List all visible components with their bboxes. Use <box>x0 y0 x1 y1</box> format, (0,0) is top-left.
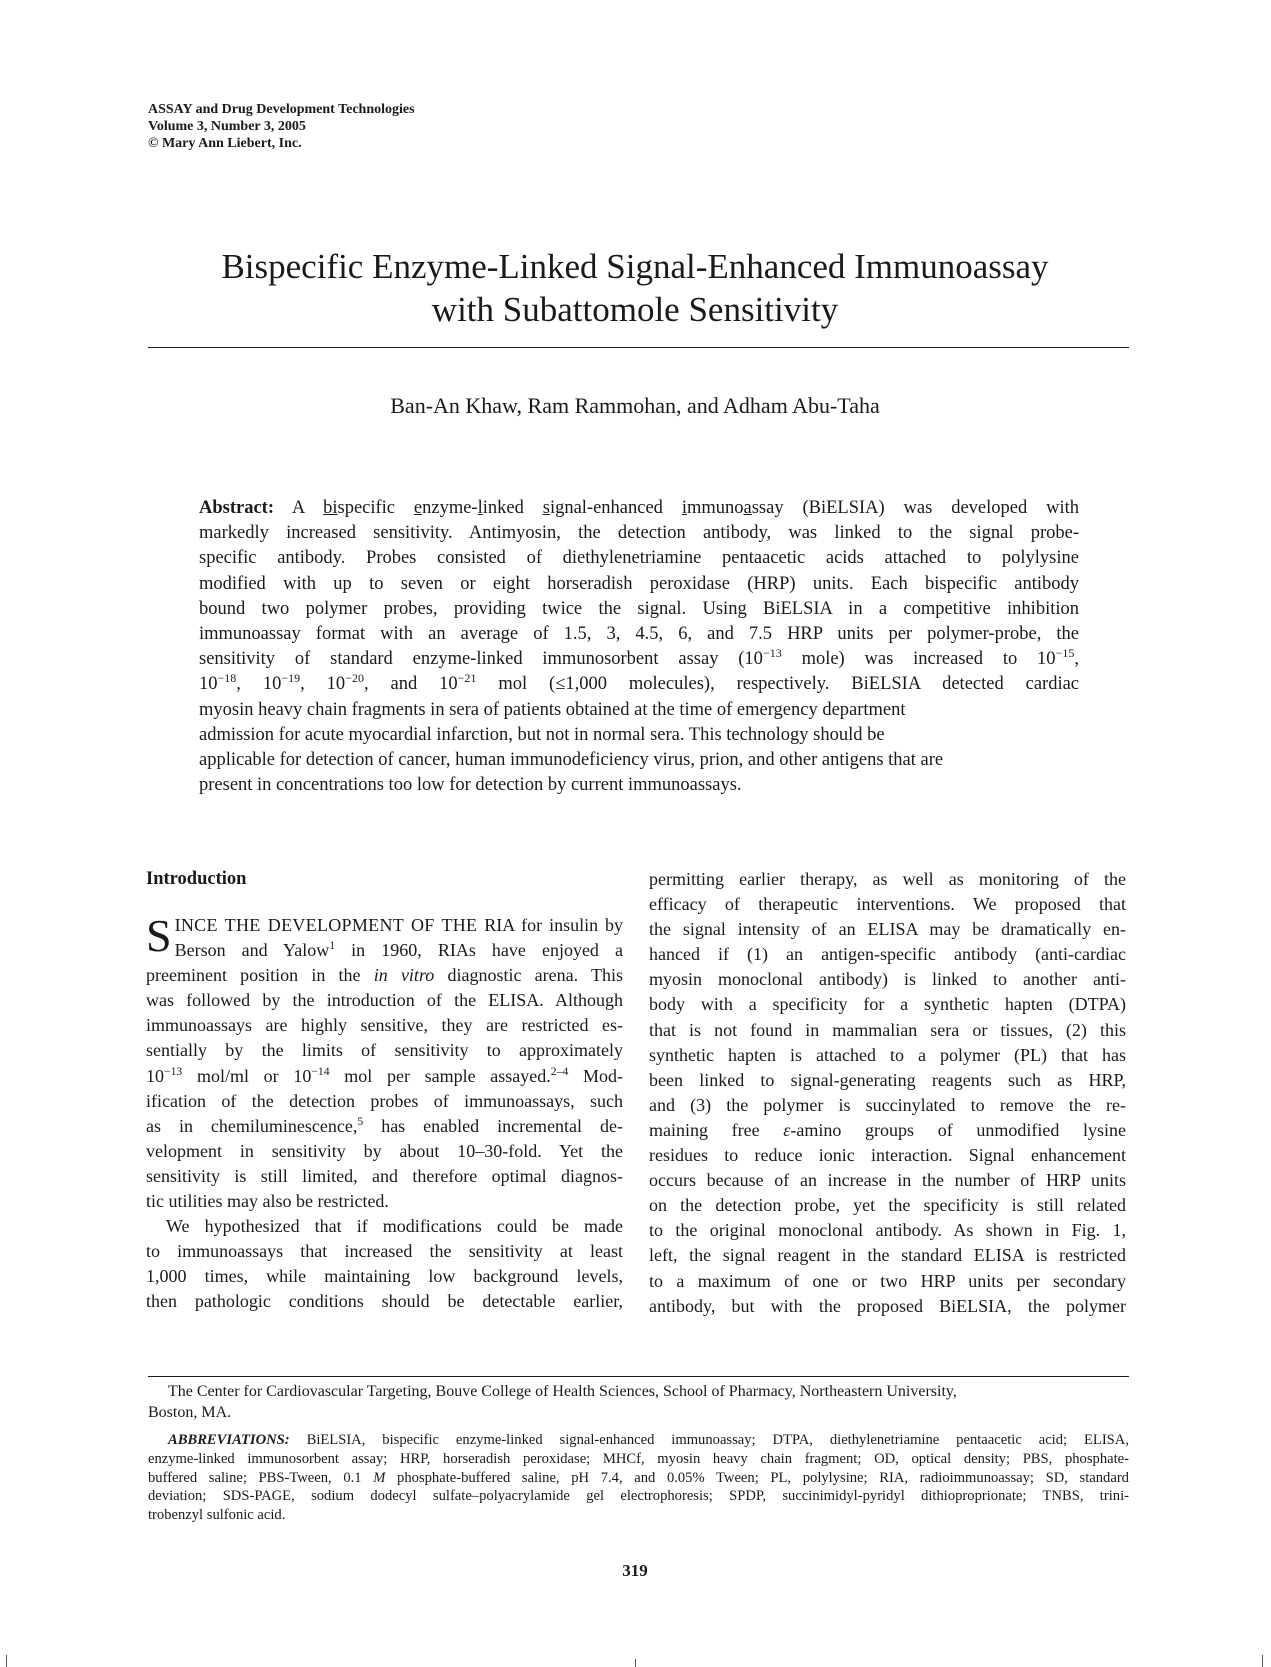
epsilon-symbol: ε <box>783 1119 791 1140</box>
body-line: been linked to signal-generating reagents such as HRP, <box>649 1069 1126 1090</box>
abstract-text: , 10 <box>236 674 282 695</box>
intro-paragraph-2 <box>146 1214 623 1314</box>
crop-mark <box>635 1659 636 1667</box>
abbrev-text: phosphate-buffered saline, pH 7.4, and 0.05% Tween; PL, polylysine; RIA, radioimmunoassay; SD, standard <box>385 1469 1129 1486</box>
title-line-1: Bispecific Enzyme-Linked Signal-Enhanced Immunoassay <box>221 247 1049 286</box>
body-line: on the detection probe, yet the specificity is still related <box>649 1195 1126 1216</box>
body-line: to immunoassays that increased the sensitivity at least <box>146 1241 623 1262</box>
abstract-text: mol (≤1,000 molecules), respectively. BiELSIA detected cardiac <box>476 674 1080 695</box>
exponent: −13 <box>164 1064 183 1078</box>
intro-paragraph-1 <box>146 910 624 1214</box>
reference-superscript: 5 <box>357 1114 364 1128</box>
abstract-line: present in concentrations too low for detection by current immunoassays. <box>199 775 742 796</box>
abbrev-line: enzyme-linked immunosorbent assay; HRP, horseradish peroxidase; MHCf, myosin heavy chain fragment; OD, optical density; PBS, phosphate- <box>148 1450 1129 1467</box>
body-line: residues to reduce ionic interaction. Signal enhancement <box>649 1145 1126 1166</box>
body-text: maining free <box>649 1119 784 1140</box>
exponent: −14 <box>311 1064 330 1078</box>
journal-volume: Volume 3, Number 3, 2005 <box>148 119 306 134</box>
abbrev-line: trobenzyl sulfonic acid. <box>148 1507 286 1524</box>
italic-text: M <box>373 1469 386 1486</box>
crop-mark <box>1262 1655 1263 1667</box>
exponent: −15 <box>1055 646 1075 661</box>
body-line: sensitivity is still limited, and therefore optimal diagnos- <box>146 1165 623 1186</box>
body-line: permitting earlier therapy, as well as monitoring of the <box>649 869 1126 889</box>
reference-superscript: 1 <box>329 939 336 953</box>
body-line: myosin monoclonal antibody) is linked to another anti- <box>649 969 1126 990</box>
body-line: hanced if (1) an antigen-specific antibody (anti-cardiac <box>649 944 1126 965</box>
body-line: sentially by the limits of sensitivity to approximately <box>146 1040 623 1061</box>
exponent: −18 <box>217 671 237 686</box>
exponent: −13 <box>762 646 782 661</box>
body-text: 10 <box>146 1065 164 1086</box>
abstract-text: , and 10 <box>363 674 458 695</box>
authors: Ban-An Khaw, Ram Rammohan, and Adham Abu-Taha <box>390 393 880 418</box>
abbrev-line: deviation; SDS-PAGE, sodium dodecyl sulfate–polyacrylamide gel electrophoresis; SPDP, succinimidyl-pyridyl dithioproprionate; TNBS, trini- <box>148 1488 1129 1505</box>
body-line: and (3) the polymer is succinylated to remove the re- <box>649 1094 1126 1115</box>
body-line <box>146 913 623 938</box>
body-text: mol per sample assayed. <box>329 1065 551 1086</box>
body-line: velopment in sensitivity by about 10–30-fold. Yet the <box>146 1140 623 1161</box>
body-line: efficacy of therapeutic interventions. We proposed that <box>649 894 1126 915</box>
abstract-line: bound two polymer probes, providing twice the signal. Using BiELSIA in a competitive inhibition <box>199 598 1079 619</box>
abbreviations <box>148 1431 1129 1525</box>
body-line: tic utilities may also be restricted. <box>146 1191 389 1212</box>
body-line: to a maximum of one or two HRP units per secondary <box>649 1270 1126 1291</box>
affiliation-line: Boston, MA. <box>148 1404 232 1421</box>
crop-mark <box>6 1655 7 1667</box>
abbreviations-label: ABBREVIATIONS: <box>168 1432 290 1448</box>
left-column <box>146 867 623 1315</box>
body-line: left, the signal reagent in the standard ELISA is restricted <box>649 1245 1126 1266</box>
journal-header <box>148 101 415 152</box>
italic-text: in vitro <box>373 965 435 986</box>
body-line: then pathologic conditions should be detectable earlier, <box>146 1291 623 1312</box>
abstract-label: Abstract: <box>199 498 275 518</box>
abstract-text: sensitivity of standard enzyme-linked immunosorbent assay (10 <box>199 649 763 670</box>
page-number: 319 <box>622 1561 648 1580</box>
reference-superscript: 2–4 <box>550 1064 569 1078</box>
body-line <box>146 1064 623 1089</box>
body-line: immunoassays are highly sensitive, they are restricted es- <box>146 1015 623 1036</box>
body-line <box>146 1114 623 1139</box>
body-line: to the original monoclonal antibody. As shown in Fig. 1, <box>649 1220 1126 1241</box>
affiliation-line: The Center for Cardiovascular Targeting, Bouve College of Health Sciences, School of Pharmacy, Northeastern University, <box>168 1383 957 1400</box>
body-line: the signal intensity of an ELISA may be dramatically en- <box>649 919 1126 940</box>
abstract-line: admission for acute myocardial infarction, but not in normal sera. This technology should be <box>199 724 885 745</box>
abstract-line: specific antibody. Probes consisted of diethylenetriamine pentaacetic acids attached to polylysine <box>199 548 1079 569</box>
body-text: -amino groups of unmodified lysine <box>790 1119 1126 1140</box>
abstract-text: mole) was increased to 10 <box>781 649 1056 670</box>
body-line: body with a specificity for a synthetic hapten (DTPA) <box>649 994 1126 1015</box>
body-line: We hypothesized that if modifications could be made <box>166 1216 623 1237</box>
article-title <box>140 245 1130 331</box>
exponent: −21 <box>457 671 477 686</box>
body-text: in 1960, RIAs have enjoyed a <box>335 940 623 961</box>
affiliation <box>148 1381 1129 1423</box>
body-line: antibody, but with the proposed BiELSIA, the polymer <box>649 1295 1126 1316</box>
abstract-line: Abstract: A bispecific enzyme-linked signal-enhanced immunoassay (BiELSIA) was developed with <box>199 498 1079 518</box>
title-line-2: with Subattomole Sensitivity <box>431 290 839 329</box>
body-line <box>146 938 623 963</box>
section-heading-introduction: Introduction <box>146 869 247 889</box>
small-caps-text: INCE THE DEVELOPMENT OF THE <box>174 915 478 935</box>
abstract-line: sensitivity of standard enzyme-linked immunosorbent assay ($10^{-13}$ mole) was increased to $10^{-15}$, <box>199 646 1079 670</box>
journal-name: ASSAY and Drug Development Technologies <box>148 102 415 117</box>
abstract-line: markedly increased sensitivity. Antimyosin, the detection antibody, was linked to the signal probe- <box>199 523 1079 544</box>
abstract-line: immunoassay format with an average of 1.5, 3, 4.5, 6, and 7.5 HRP units per polymer-probe, the <box>199 624 1079 645</box>
footnote-rule <box>148 1376 1129 1377</box>
abbrev-line <box>148 1469 1129 1488</box>
body-text: as in chemiluminescence, <box>146 1115 358 1136</box>
body-text: Mod- <box>568 1065 624 1086</box>
abstract <box>199 496 1079 798</box>
abstract-line: applicable for detection of cancer, human immunodeficiency virus, prion, and other antigens that are <box>199 750 944 771</box>
body-text: diagnostic arena. This <box>434 965 623 986</box>
right-column <box>649 867 1126 1319</box>
body-line: 1,000 times, while maintaining low background levels, <box>146 1266 623 1287</box>
abstract-line1-rest: was developed with <box>884 498 1079 518</box>
body-line <box>146 963 623 988</box>
exponent: −20 <box>345 671 364 686</box>
abstract-line: modified with up to seven or eight horseradish peroxidase (HRP) units. Each bispecific antibody <box>199 573 1079 594</box>
journal-copyright: © Mary Ann Liebert, Inc. <box>148 136 302 151</box>
abstract-line <box>199 672 1079 697</box>
drop-cap: S <box>146 910 172 961</box>
body-text: has enabled incremental de- <box>363 1115 623 1136</box>
body-text: mol/ml or 10 <box>182 1065 312 1086</box>
title-rule <box>148 347 1129 348</box>
body-line: that is not found in mammalian sera or tissues, (2) this <box>649 1019 1126 1040</box>
abbrev-line <box>148 1431 1129 1450</box>
abbrev-text: BiELSIA, bispecific enzyme-linked signal-enhanced immunoassay; DTPA, diethylenetriamine pentaacetic acid; ELISA, <box>289 1432 1129 1448</box>
abstract-text: , 10 <box>300 674 346 695</box>
body-line: occurs because of an increase in the number of HRP units <box>649 1170 1126 1191</box>
body-line: was followed by the introduction of the ELISA. Although <box>146 990 623 1011</box>
body-text: RIA for insulin by <box>477 915 623 935</box>
abbrev-text: buffered saline; PBS-Tween, 0.1 <box>148 1469 374 1486</box>
body-line: synthetic hapten is attached to a polymer (PL) that has <box>649 1044 1126 1065</box>
exponent: −19 <box>281 671 301 686</box>
body-text: preeminent position in the <box>146 965 374 986</box>
abstract-line: myosin heavy chain fragments in sera of patients obtained at the time of emergency department <box>199 699 906 720</box>
abstract-text: 10 <box>199 674 218 695</box>
body-line <box>649 1118 1126 1143</box>
body-line: ification of the detection probes of immunoassays, such <box>146 1090 623 1111</box>
body-text: Berson and Yalow <box>174 940 330 961</box>
